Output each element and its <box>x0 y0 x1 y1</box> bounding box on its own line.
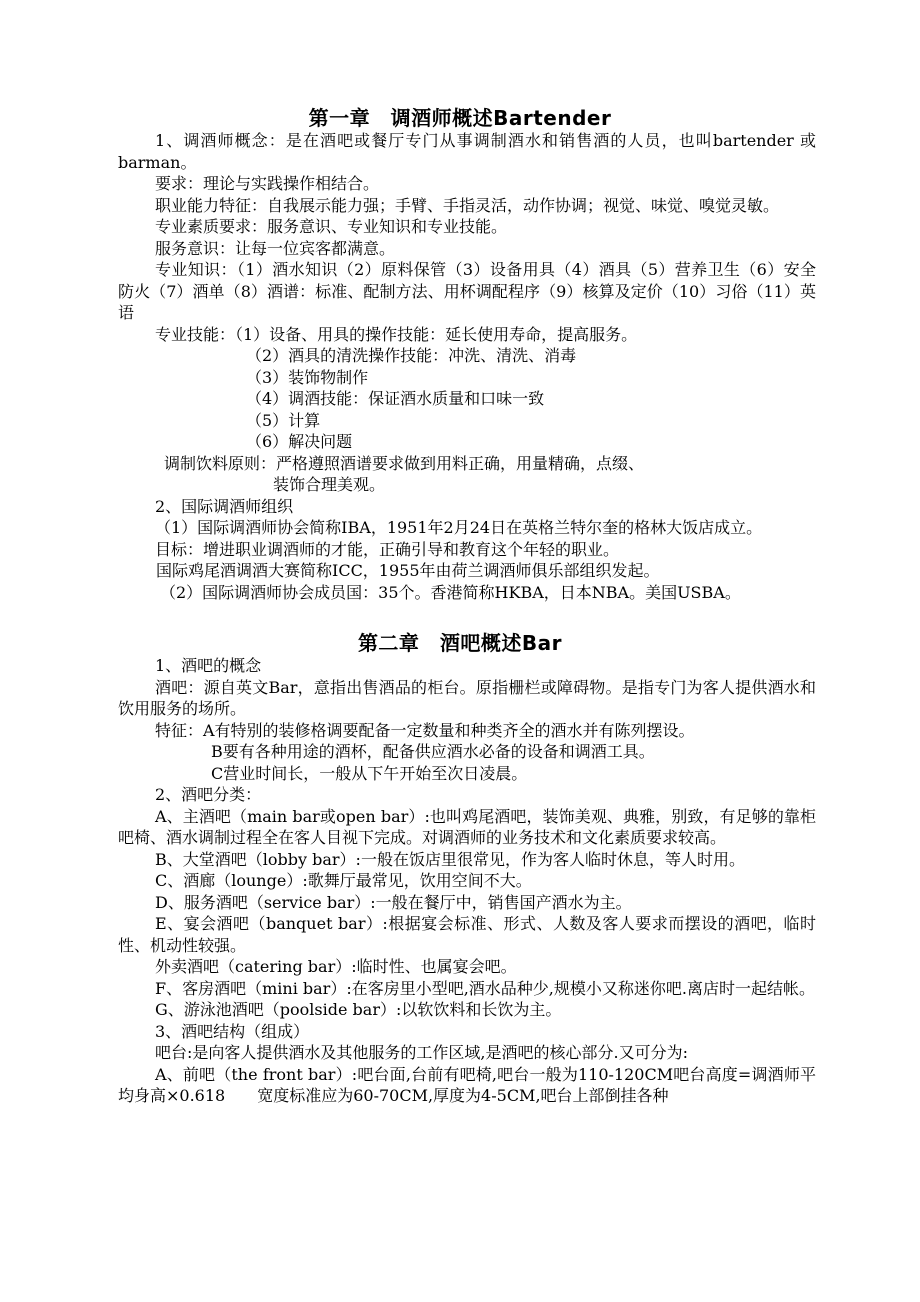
paragraph: （1）国际调酒师协会简称IBA，1951年2月24日在英格兰特尔奎的格林大饭店成立。 <box>155 518 763 537</box>
paragraph: 专业素质要求：服务意识、专业知识和专业技能。 <box>155 217 508 236</box>
paragraph: 要求：理论与实践操作相结合。 <box>155 174 380 193</box>
paragraph: D、服务酒吧（service bar）:一般在餐厅中，销售国产酒水为主。 <box>155 892 632 912</box>
paragraph: 3、酒吧结构（组成） <box>155 1021 310 1041</box>
paragraph: E、宴会酒吧（banquet bar）:根据宴会标准、形式、人数及客人要求而摆设的酒吧，临时性、机动性较强。 <box>118 914 816 955</box>
paragraph: 2、国际调酒师组织 <box>155 496 294 516</box>
paragraph: 外卖酒吧（catering bar）:临时性、也属宴会吧。 <box>155 957 517 976</box>
paragraph: C、酒廊（lounge）:歌舞厅最常见，饮用空间不大。 <box>155 871 532 890</box>
chapter-1-title: 第一章 调酒师概述Bartender <box>308 106 612 130</box>
list-item: （5）计算 <box>246 410 321 430</box>
paragraph: G、游泳池酒吧（poolside bar）:以软饮料和长饮为主。 <box>155 1000 562 1019</box>
paragraph: 特征：A有特别的装修格调要配备一定数量和种类齐全的酒水并有陈列摆设。 <box>155 720 695 740</box>
paragraph: 吧台:是向客人提供酒水及其他服务的工作区域,是酒吧的核心部分.又可分为: <box>155 1043 688 1062</box>
paragraph: 调制饮料原则：严格遵照酒谱要求做到用料正确，用量精确，点缀、 <box>164 453 645 473</box>
list-item: （3）装饰物制作 <box>246 367 369 387</box>
chapter-1-body <box>0 130 920 603</box>
paragraph: A、主酒吧（main bar或open bar）:也叫鸡尾酒吧，装饰美观、典雅，别致，有足够的靠柜吧椅、酒水调制过程全在客人目视下完成。对调酒师的业务技术和文化素质要求较高。 <box>118 806 816 847</box>
paragraph: 2、酒吧分类： <box>155 785 262 804</box>
paragraph: B、大堂酒吧（lobby bar）:一般在饭店里很常见，作为客人临时休息，等人时用。 <box>155 849 745 869</box>
paragraph: A、前吧（the front bar）:吧台面,台前有吧椅,吧台一般为110-120CM吧台高度=调酒师平均身高×0.618 宽度标准应为60-70CM,厚度为4-5CM,吧台上部倒挂各种 <box>118 1064 816 1105</box>
list-item: （2）酒具的清洗操作技能：冲洗、清洗、消毒 <box>246 346 577 365</box>
paragraph: 目标：增进职业调酒师的才能，正确引导和教育这个年轻的职业。 <box>155 539 620 559</box>
paragraph: 专业技能：（1）设备、用具的操作技能：延长使用寿命，提高服务。 <box>155 324 638 344</box>
chapter-2-body <box>0 655 920 1107</box>
list-item: B要有各种用途的酒杯，配备供应酒水必备的设备和调酒工具。 <box>211 742 655 761</box>
paragraph: 专业知识：（1）酒水知识（2）原料保管（3）设备用具（4）酒具（5）营养卫生（6）安全防火（7）酒单（8）酒谱：标准、配制方法、用杯调配程序（9）核算及定价（10）习俗（11）英语 <box>118 260 816 322</box>
paragraph: 服务意识：让每一位宾客都满意。 <box>155 238 396 258</box>
paragraph: 酒吧：源自英文Bar，意指出售酒品的柜台。原指栅栏或障碍物。是指专门为客人提供酒水和饮用服务的场所。 <box>118 677 816 718</box>
list-item: （4）调酒技能：保证酒水质量和口味一致 <box>246 389 545 408</box>
chapter-2-title: 第二章 酒吧概述Bar <box>357 631 563 655</box>
paragraph: 1、调酒师概念：是在酒吧或餐厅专门从事调制酒水和销售酒的人员，也叫bartender 或 barman。 <box>118 131 816 172</box>
paragraph: 装饰合理美观。 <box>273 475 386 494</box>
list-item: （6）解决问题 <box>246 432 353 451</box>
paragraph: （2）国际调酒师协会成员国：35个。香港简称HKBA，日本NBA。美国USBA。 <box>160 582 741 602</box>
paragraph: 职业能力特征：自我展示能力强；手臂、手指灵活，动作协调；视觉、味觉、嗅觉灵敏。 <box>155 195 780 215</box>
paragraph: 1、酒吧的概念 <box>155 656 262 675</box>
paragraph: F、客房酒吧（mini bar）:在客房里小型吧,酒水品种少,规模小又称迷你吧.离店时一起结帐。 <box>155 978 815 998</box>
paragraph: 国际鸡尾酒调酒大赛简称ICC，1955年由荷兰调酒师俱乐部组织发起。 <box>156 561 660 580</box>
list-item: C营业时间长，一般从下午开始至次日凌晨。 <box>211 763 528 783</box>
